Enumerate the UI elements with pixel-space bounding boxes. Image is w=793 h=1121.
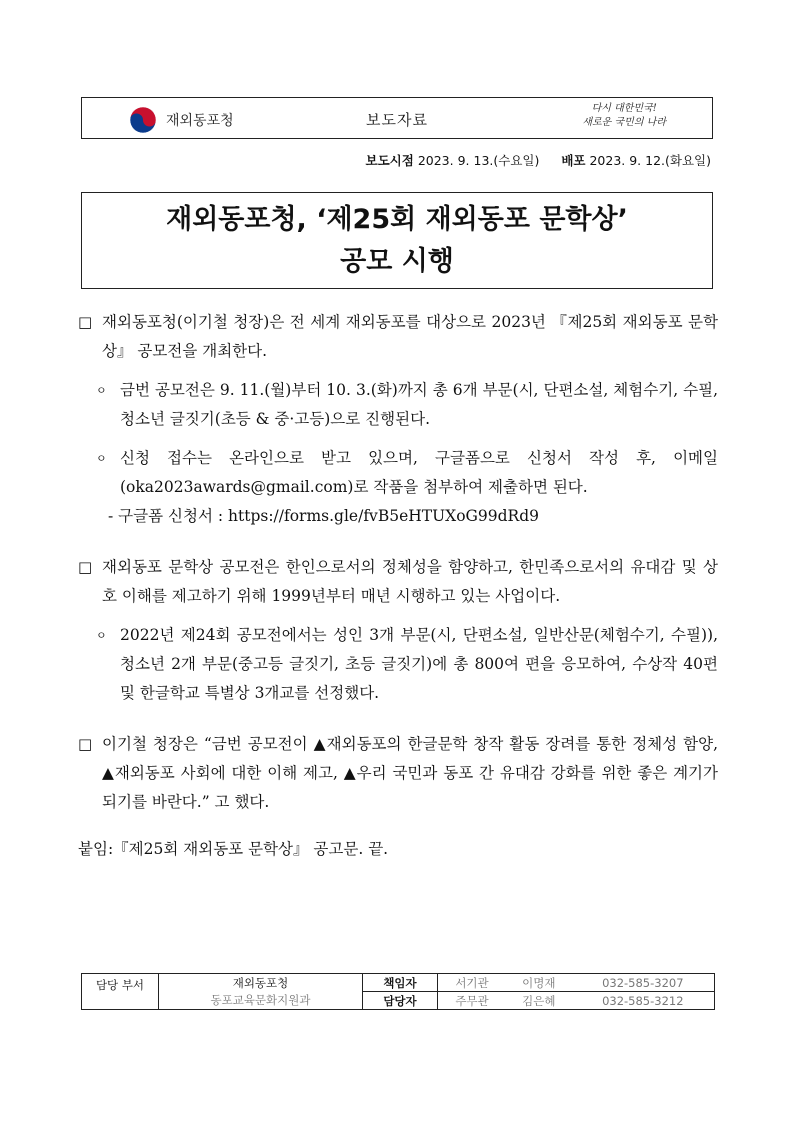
paragraph-1-text: 재외동포청(이기철 청장)은 전 세계 재외동포를 대상으로 2023년 『제25회 재외동포 문학상』 공모전을 개최한다. — [102, 313, 718, 360]
contact-table — [81, 973, 715, 1010]
checkbox-bullet-icon: □ — [78, 313, 93, 331]
slogan-line-2: 새로운 국민의 나라 — [582, 117, 666, 128]
circle-bullet-icon: ㅇ — [96, 629, 107, 642]
dept-label: 담당 부서 — [82, 974, 159, 1010]
checkbox-bullet-icon: □ — [78, 558, 93, 576]
role-1: 책임자 — [363, 974, 438, 992]
google-form-link[interactable]: - 구글폼 신청서 : https://forms.gle/fvB5eHTUXoG99dRd9 — [108, 507, 540, 525]
dept-division: 동포교육문화지원과 — [210, 992, 311, 1007]
paragraph-2 — [78, 553, 718, 611]
name-1: 이명재 — [506, 974, 572, 992]
press-header — [81, 97, 713, 139]
body-content — [78, 308, 718, 864]
doc-type: 보도자료 — [366, 111, 428, 129]
headline-line-2: 공모 시행 — [340, 246, 454, 277]
phone-1: 032-585-3207 — [572, 974, 715, 992]
circle-bullet-icon: ㅇ — [96, 384, 107, 397]
distribution-label: 배포 — [561, 153, 586, 168]
paragraph-1 — [78, 308, 718, 366]
checkbox-bullet-icon: □ — [78, 735, 93, 753]
embargo-label: 보도시점 — [365, 153, 414, 168]
dept-org-name: 재외동포청 — [232, 975, 289, 990]
paragraph-1-sub-1 — [96, 376, 718, 434]
title-2: 주무관 — [438, 992, 507, 1010]
release-info — [366, 151, 711, 169]
dept-org — [159, 974, 363, 1010]
title-1: 서기관 — [438, 974, 507, 992]
headline-box — [81, 192, 713, 289]
paragraph-1-sub-1-text: 금번 공모전은 9. 11.(월)부터 10. 3.(화)까지 총 6개 부문(시, 단편소설, 체험수기, 수필, 청소년 글짓기(초등 & 중·고등)으로 진행된다. — [120, 381, 718, 428]
headline-line-1: 재외동포청, ‘제25회 재외동포 문학상’ — [166, 204, 628, 235]
paragraph-1-sub-2 — [96, 444, 718, 502]
paragraph-1-sub-2-text: 신청 접수는 온라인으로 받고 있으며, 구글폼으로 신청서 작성 후, 이메일(oka2023awards@gmail.com)로 작품을 첨부하여 제출하면 된다. — [120, 449, 718, 496]
paragraph-2-text: 재외동포 문학상 공모전은 한인으로서의 정체성을 함양하고, 한민족으로서의 유대감 및 상호 이해를 제고하기 위해 1999년부터 매년 시행하고 있는 사업이다. — [102, 558, 718, 605]
circle-bullet-icon: ㅇ — [96, 452, 107, 465]
embargo-date: 2023. 9. 13.(수요일) — [417, 153, 540, 168]
name-2: 김은혜 — [506, 992, 572, 1010]
paragraph-2-sub-1-text: 2022년 제24회 공모전에서는 성인 3개 부문(시, 단편소설, 일반산문(체험수기, 수필)), 청소년 2개 부문(중고등 글짓기, 초등 글짓기)에 총 800여 편을 응모하여, 수상작 40편 및 한글학교 특별상 3개교를 선정했다. — [120, 626, 718, 702]
paragraph-3 — [78, 730, 718, 817]
org-name: 재외동포청 — [166, 113, 234, 129]
paragraph-3-text: 이기철 청장은 “금번 공모전이 ▲재외동포의 한글문학 창작 활동 장려를 통한 정체성 함양, ▲재외동포 사회에 대한 이해 제고, ▲우리 국민과 동포 간 유대감 강화를 위한 좋은 계기가 되기를 바란다.” 고 했다. — [102, 735, 718, 811]
slogan-line-1: 다시 대한민국! — [591, 103, 657, 114]
phone-2: 032-585-3212 — [572, 992, 715, 1010]
paragraph-2-sub-1 — [96, 621, 718, 708]
slogan — [582, 102, 666, 130]
distribution-date: 2023. 9. 12.(화요일) — [589, 153, 711, 168]
attachment-note: 붙임:『제25회 재외동포 문학상』 공고문. 끝. — [78, 840, 389, 858]
role-2: 담당자 — [363, 992, 438, 1010]
